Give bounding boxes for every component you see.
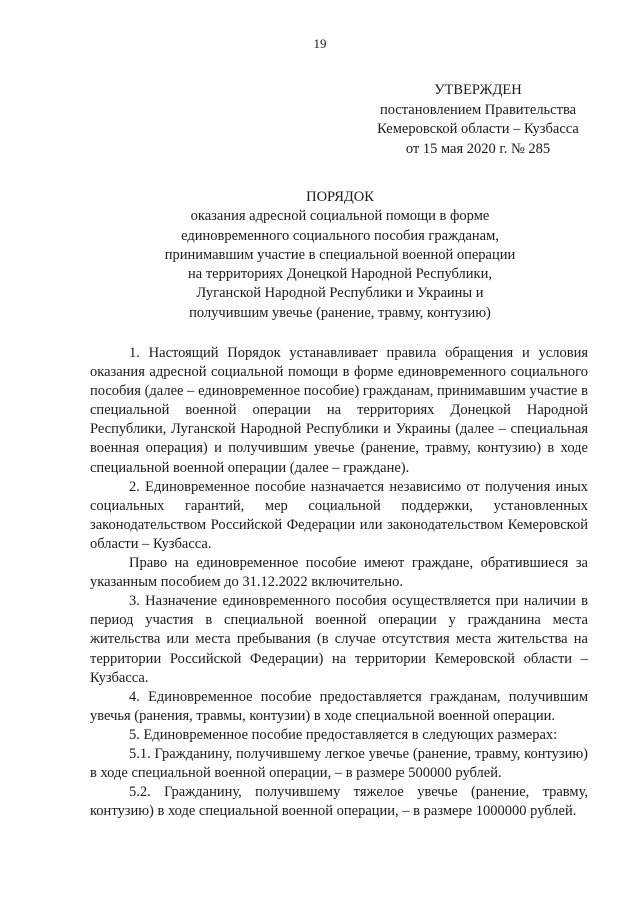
- title-line: единовременного социального пособия гражданам,: [181, 227, 499, 244]
- title-line: Луганской Народной Республики и Украины и: [196, 285, 484, 302]
- title-line: получившим увечье (ранение, травму, контузию): [189, 304, 491, 321]
- approval-stamp: [362, 81, 594, 159]
- paragraph-2: 2. Единовременное пособие назначается независимо от получения иных социальных гарантий, мер социальной поддержки, установленных законодательством Российской Федерации или законодательством Кемеровской области – Кузбасса.: [90, 478, 588, 552]
- title-heading: ПОРЯДОК: [306, 189, 374, 205]
- page-number: 19: [313, 36, 327, 51]
- approval-line: Кемеровской области – Кузбасса: [377, 121, 579, 137]
- approval-heading: УТВЕРЖДЕН: [434, 82, 522, 98]
- document-title: [90, 188, 590, 323]
- paragraph-5: 5. Единовременное пособие предоставляется в следующих размерах:: [129, 726, 558, 743]
- paragraph-4: 4. Единовременное пособие предоставляется гражданам, получившим увечья (ранения, травмы, контузии) в ходе специальной военной операции.: [90, 688, 588, 724]
- paragraph-1: 1. Настоящий Порядок устанавливает правила обращения и условия оказания адресной социальной помощи в форме единовременного социального пособия (далее – единовременное пособие) гражданам, принимавшим участие в специальной военной операции на территориях Донецкой Народной Республики, Луганской Народной Республики и Украины (далее – специальная военная операция) и получившим увечье (ранение, травму, контузию) в ходе специальной военной операции (далее – граждане).: [90, 345, 588, 476]
- approval-line: постановлением Правительства: [379, 101, 577, 118]
- paragraph-5-2: 5.2. Гражданину, получившему тяжелое увечье (ранение, травму, контузию) в ходе специальной военной операции, – в размере 1000000 рублей.: [90, 784, 588, 820]
- paragraph-3: 3. Назначение единовременного пособия осуществляется при наличии в период участия в специальной военной операции у гражданина места жительства или места пребывания (в случае отсутствия места жительства на территории Российской Федерации) на территории Кемеровской области – Кузбасса.: [90, 593, 588, 686]
- title-line: оказания адресной социальной помощи в форме: [190, 208, 490, 225]
- title-line: принимавшим участие в специальной военной операции: [164, 246, 516, 263]
- paragraph-2-eligibility: Право на единовременное пособие имеют граждане, обратившиеся за указанным пособием до 31.12.2022 включительно.: [90, 555, 588, 591]
- document-body: [90, 344, 588, 821]
- paragraph-5-1: 5.1. Гражданину, получившему легкое увечье (ранение, травму, контузию) в ходе специальной военной операции, – в размере 500000 рублей.: [90, 745, 588, 782]
- title-line: на территориях Донецкой Народной Республики,: [188, 266, 492, 283]
- approval-date-line: от 15 мая 2020 г. № 285: [405, 140, 551, 157]
